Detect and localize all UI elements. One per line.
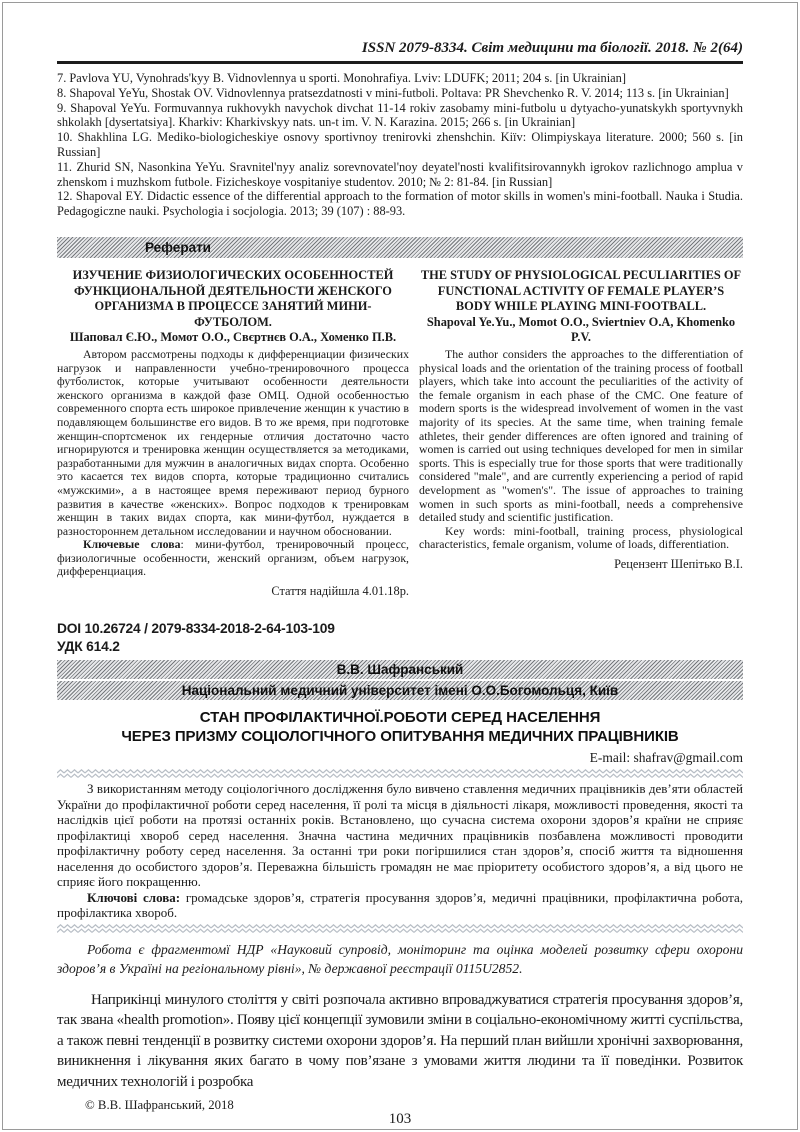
article-body-text: Наприкінці минулого століття у світі розпочала активно впроваджуватися стратегія просування здоров’я, так звана «health promotion». Появу цієї концепції зумовили зміни в соціально-економічному житті суспільства, а також певні тенденції в розвитку системи охорони здоров’я. На перший план вийшли хронічні захворювання, виникнення і лікування яких багато в чому пов’язане з умовами життя людини та її поведінки. Розвиток медичних технологій і розробка bbox=[57, 991, 743, 1090]
referaty-banner-label: Реферати bbox=[145, 240, 211, 255]
reference-item: 12. Shapoval EY. Didactic essence of the differential approach to the formation of motor skills in women's mini-football. Nauka i Studia. Pedagogiczne nauki. Psychologia i socjologia. 2013; 39 (107) : 88-93. bbox=[57, 189, 743, 219]
abstract-en-title: THE STUDY OF PHYSIOLOGICAL PECULIARITIES OF FUNCTIONAL ACTIVITY OF FEMALE PLAYER’S BODY WHILE PLAYING MINI-FOOTBALL. bbox=[420, 268, 742, 314]
zigzag-divider bbox=[57, 924, 743, 933]
article-title-line2: ЧЕРЕЗ ПРИЗМУ СОЦІОЛОГІЧНОГО ОПИТУВАННЯ МЕДИЧНИХ ПРАЦІВНИКІВ bbox=[121, 727, 679, 745]
keywords-text: : мини-футбол, тренировочный процесс, физиологичные особенности, женский организм, объем нагрузок, дифференциация. bbox=[57, 537, 409, 579]
article-received-date: Стаття надійшла 4.01.18р. bbox=[271, 584, 409, 599]
reference-item: 8. Shapoval YeYu, Shostak OV. Vidnovlennya pratsezdatnosti v mini-futboli. Poltava: PR Shevchenko R. V. 2014; 113 s. [in Ukrainian] bbox=[57, 85, 729, 100]
author-email: E-mail: shafrav@gmail.com bbox=[589, 750, 743, 765]
copyright-line: © В.В. Шафранський, 2018 bbox=[85, 1098, 234, 1112]
abstract-en-authors: Shapoval Ye.Yu., Momot O.O., Sviertniev O.A, Khomenko P.V. bbox=[426, 314, 736, 345]
article-section bbox=[57, 621, 743, 1127]
reference-item: 7. Pavlova YU, Vynohrads'kyy B. Vidnovlennya u sporti. Monohrafiya. Lviv: LDUFK; 2011; 204 s. [in Ukrainian] bbox=[57, 71, 626, 85]
abstract-ru-title: ИЗУЧЕНИЕ ФИЗИОЛОГИЧЕСКИХ ОСОБЕННОСТЕЙ ФУНКЦИОНАЛЬНОЙ ДЕЯТЕЛЬНОСТИ ЖЕНСКОГО ОРГАНИЗМА В ПРОЦЕССЕ ЗАНЯТИЙ МИНИ-ФУТБОЛОМ. bbox=[72, 268, 394, 329]
zigzag-divider bbox=[57, 769, 743, 778]
referaty-section-banner bbox=[57, 237, 743, 258]
page-footer bbox=[57, 1098, 743, 1127]
article-udk: УДК 614.2 bbox=[57, 639, 120, 654]
page-number: 103 bbox=[388, 1111, 412, 1127]
journal-issn-line: ISSN 2079-8334. Світ медицини та біології. 2018. № 2(64) bbox=[361, 40, 743, 56]
ndr-fragment-note: Робота є фрагментомї НДР «Науковий супровід, моніторинг та оцінка моделей розвитку сфери охорони здоров’я в Україні на регіональному рівні», № державної реєстрації 0115U2852. bbox=[57, 941, 743, 976]
article-doi: DOI 10.26724 / 2079-8334-2018-2-64-103-109 bbox=[57, 621, 335, 636]
keywords-label: Ключові слова: bbox=[87, 889, 181, 905]
abstract-russian-column bbox=[57, 268, 409, 599]
abstract-english-column bbox=[419, 268, 743, 599]
references-list bbox=[57, 71, 743, 219]
author-banner bbox=[57, 660, 743, 700]
abstract-ru-authors: Шаповал Є.Ю., Момот О.О., Свєртнєв О.А., Хоменко П.В. bbox=[69, 330, 397, 345]
abstract-en-body: The author considers the approaches to the differentiation of physical loads and the orientation of the training process of football players, which take into account the peculiarities of the activity of the female organism in each phase of the CMC. One feature of modern sports is the widespread involvement of women in the vast majority of its species. At the same time, when training female athletes, their gender differences are often ignored and training of women is carried out using techniques developed for men in similar sports. This is especially true for those sports that were traditionally considered "male", and are currently experiencing a period of rapid development as "women's". The issue of approaches to training women in such sports as mini-football, needs a comprehensive detailed study and scientific justification. bbox=[419, 346, 743, 525]
reference-item: 9. Shapoval YeYu. Formuvannya rukhovykh navychok divchat 11-14 rokiv zasobamy mini-futbolu u dytyacho-yunatskykh sportyvnykh shkolakh [dysertatsiya]. Kharkiv: Kharkivskyy nats. un-t im. V. N. Karazina. 2015; 266 s. [in Ukrainian] bbox=[57, 100, 743, 130]
abstracts-columns bbox=[57, 268, 743, 599]
article-title-line1: СТАН ПРОФІЛАКТИЧНОЇ.РОБОТИ СЕРЕД НАСЕЛЕННЯ bbox=[199, 709, 601, 726]
reference-item: 10. Shakhlina LG. Mediko-biologicheskiye osnovy sportivnoy trenirovki zhenshchin. Kiïv: Olimpiyskaya literature. 2000; 560 s. [in Russian] bbox=[57, 130, 743, 159]
reference-item: 11. Zhurid SN, Nasonkina YeYu. Sravnitel'nyy analiz sorevnovatel'noy deyatel'nosti kvalifitsirovannykh igrokov razlichnogo amplua v zhenskom i muzhskom futbole. Fizicheskoye vospitaniye studentov. 2010; № 2: 81-84. [in Russian] bbox=[57, 159, 743, 189]
article-abstract: З використанням методу соціологічного дослідження було вивчено ставлення медичних працівників дев’яти областей України до профілактичної роботи серед населення, її ролі та місця в діяльності лікаря, можливості проведення, якості та наслідків цієї роботи на протязі останніх років. Встановлено, що сучасна система охорони здоров’я країни не сприяє профілактиці хвороб серед населення. Значна частина медичних працівників позбавлена можливості проводити профілактичну роботу серед населення. За останні три роки погіршилися стан здоров’я, спосіб життя та відношення населення до особистого здоров’я. Переважна більшість громадян не має пріоритету особистого здоров’я, а від цього не сприяє його покращенню. bbox=[57, 781, 743, 889]
abstract-ru-keywords bbox=[57, 538, 409, 579]
abstract-en-keywords: Key words: mini-football, training process, physiological characteristics, female organism, volume of loads, differentiation. bbox=[419, 523, 743, 552]
masthead bbox=[57, 0, 743, 64]
article-keywords bbox=[57, 890, 743, 921]
keywords-text: громадське здоров’я, стратегія просування здоров’я, медичні працівники, профілактична робота, профілактика хвороб. bbox=[57, 889, 743, 920]
abstract-ru-body: Автором рассмотрены подходы к дифференциации физических нагрузок и направленности учебно-тренировочного процесса футболисток, которые учитывают особенности деятельности женского организма в каждой фазе ОМЦ. Одной особенностью современного спорта есть широкое привлечение женщин к участию в подавляющем большинстве его видов. В то же время, при подготовке женщин-спортсменок их гендерные отличия достаточно часто игнорируются и тренировка женщин осуществляется за методиками, разработанными для мужчин в аналогичных видах спорта. Особенно это касается тех видов спорта, которые традиционно считались «мужскими», а в настоящее время переживают период бурного развития в качестве «женских». Вопрос подходов к тренировкам женщин в таких видах спорта, как мини-футбол, нуждается в разностороннем детальном исследовании и научном обосновании. bbox=[57, 346, 409, 538]
keywords-label: Ключевые слова bbox=[83, 537, 181, 552]
author-affiliation: Національний медичний університет імені О.О.Богомольця, Київ bbox=[57, 681, 743, 700]
article-reviewer: Рецензент Шепітько В.І. bbox=[614, 556, 743, 571]
article-title bbox=[57, 709, 743, 746]
author-name: В.В. Шафранський bbox=[57, 660, 743, 679]
